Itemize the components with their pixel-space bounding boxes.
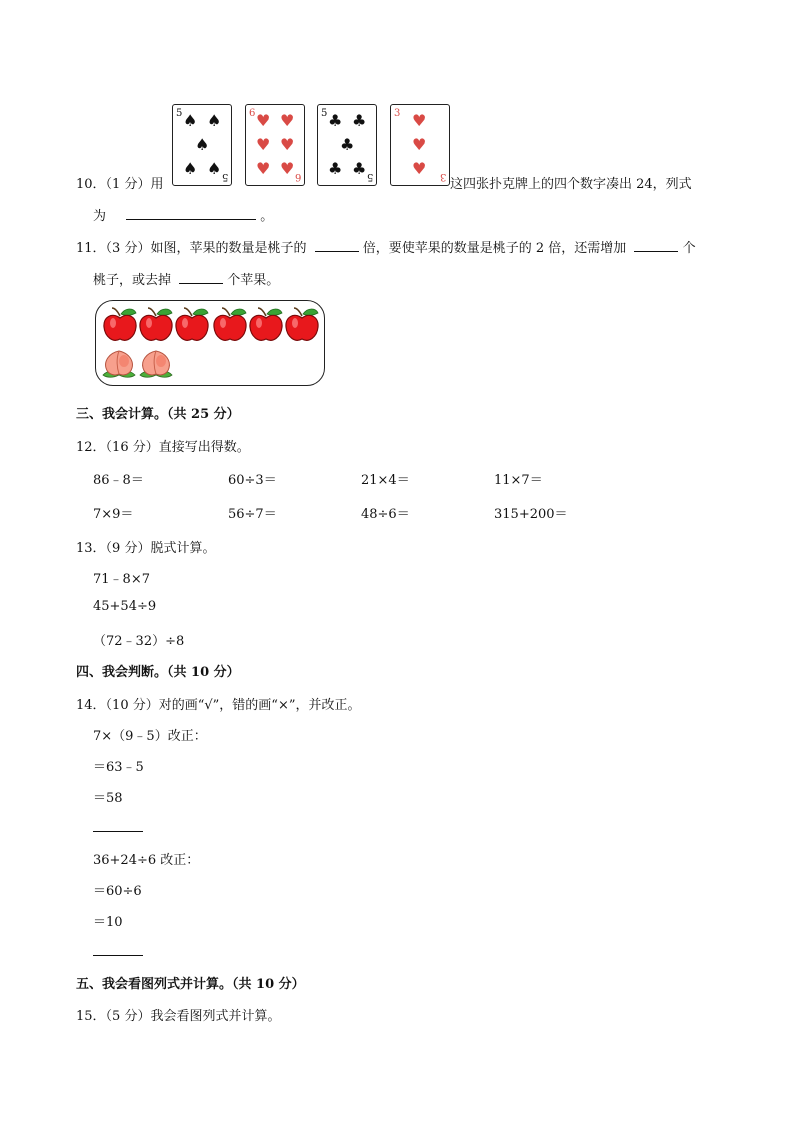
q14-a-line1: 7×（9﹣5）改正： [93, 729, 207, 744]
q12-item: 7×9＝ [93, 507, 134, 522]
answer-blank[interactable] [315, 239, 359, 252]
card-rank: 6 [294, 171, 301, 182]
apple-icon [104, 308, 136, 340]
club-icon: ♣ [328, 159, 343, 178]
apple-icon [214, 308, 246, 340]
q13-title: 13．（9 分）脱式计算。 [76, 541, 216, 556]
club-icon: ♣ [328, 111, 343, 130]
answer-blank[interactable] [93, 831, 143, 832]
spade-icon: ♠ [207, 159, 222, 178]
q14-b-line2: ＝60÷6 [93, 884, 142, 899]
q10-suffix: 这四张扑克牌上的四个数字凑出 24，列式 [450, 177, 692, 192]
q13-item: 45+54÷9 [93, 599, 157, 614]
playing-card [245, 104, 305, 186]
q10-line2 [93, 205, 273, 224]
card-rank: 5 [221, 171, 228, 182]
card-rank: 3 [439, 171, 446, 182]
q13-item: （72﹣32）÷8 [93, 634, 185, 649]
answer-blank[interactable] [126, 207, 256, 220]
q15-title: 15．（5 分）我会看图列式并计算。 [76, 1009, 281, 1024]
apple-icon [250, 308, 282, 340]
heart-icon: ♥ [256, 159, 271, 178]
answer-blank[interactable] [634, 239, 678, 252]
heart-icon: ♥ [412, 135, 427, 154]
q12-item: 86﹣8＝ [93, 473, 144, 488]
q10-line2-suffix: 。 [260, 209, 274, 224]
apple-icon [176, 308, 208, 340]
club-icon: ♣ [352, 159, 367, 178]
q12-item: 315+200＝ [494, 507, 568, 522]
section-3-title: 三、我会计算。（共 25 分） [76, 407, 240, 422]
q10-line2-prefix: 为 [93, 209, 107, 224]
spade-icon: ♠ [183, 159, 198, 178]
peach-icon [140, 351, 172, 377]
q14-a-line2: ＝63﹣5 [93, 760, 144, 775]
apple-icon [286, 308, 318, 340]
answer-blank[interactable] [179, 271, 223, 284]
spade-icon: ♠ [207, 111, 222, 130]
heart-icon: ♥ [256, 135, 271, 154]
q14-a-line3: ＝58 [93, 791, 123, 806]
q11-text-d: 桃子，或去掉 [93, 273, 172, 288]
q12-item: 48÷6＝ [361, 507, 410, 522]
playing-card [172, 104, 232, 186]
q11-line2 [93, 269, 279, 288]
q12-item: 11×7＝ [494, 473, 543, 488]
peach-icon [103, 351, 135, 377]
heart-icon: ♥ [280, 111, 295, 130]
answer-blank[interactable] [93, 955, 143, 956]
q11-line1 [76, 237, 696, 256]
card-rank: 3 [394, 108, 401, 119]
q10-prefix: 10．（1 分）用 [76, 177, 164, 192]
q12-title: 12．（16 分）直接写出得数。 [76, 440, 250, 455]
heart-icon: ♥ [280, 159, 295, 178]
playing-card [390, 104, 450, 186]
section-5-title: 五、我会看图列式并计算。（共 10 分） [76, 977, 305, 992]
heart-icon: ♥ [412, 111, 427, 130]
q13-item: 71﹣8×7 [93, 572, 150, 587]
apple-icon [140, 308, 172, 340]
q14-b-line1: 36+24÷6 改正： [93, 853, 200, 868]
fruit-drawing [96, 301, 324, 385]
playing-card [317, 104, 377, 186]
q12-item: 56÷7＝ [228, 507, 277, 522]
club-icon: ♣ [352, 111, 367, 130]
q12-item: 60÷3＝ [228, 473, 277, 488]
spade-icon: ♠ [195, 135, 210, 154]
heart-icon: ♥ [256, 111, 271, 130]
section-4-title: 四、我会判断。（共 10 分） [76, 665, 240, 680]
club-icon: ♣ [340, 135, 355, 154]
q11-text-e: 个苹果。 [227, 273, 280, 288]
fruit-figure [95, 300, 325, 386]
card-rank: 5 [176, 108, 183, 119]
q11-text-b: 倍，要使苹果的数量是桃子的 2 倍，还需增加 [362, 241, 627, 256]
heart-icon: ♥ [412, 159, 427, 178]
q11-text-a: 11．（3 分）如图，苹果的数量是桃子的 [76, 241, 307, 256]
spade-icon: ♠ [183, 111, 198, 130]
q11-text-c: 个 [682, 241, 696, 256]
card-rank: 5 [366, 171, 373, 182]
q14-b-line3: ＝10 [93, 915, 123, 930]
card-rank: 6 [249, 108, 256, 119]
q12-item: 21×4＝ [361, 473, 410, 488]
q14-title: 14．（10 分）对的画“√”，错的画“×”，并改正。 [76, 698, 361, 713]
card-rank: 5 [321, 108, 328, 119]
heart-icon: ♥ [280, 135, 295, 154]
